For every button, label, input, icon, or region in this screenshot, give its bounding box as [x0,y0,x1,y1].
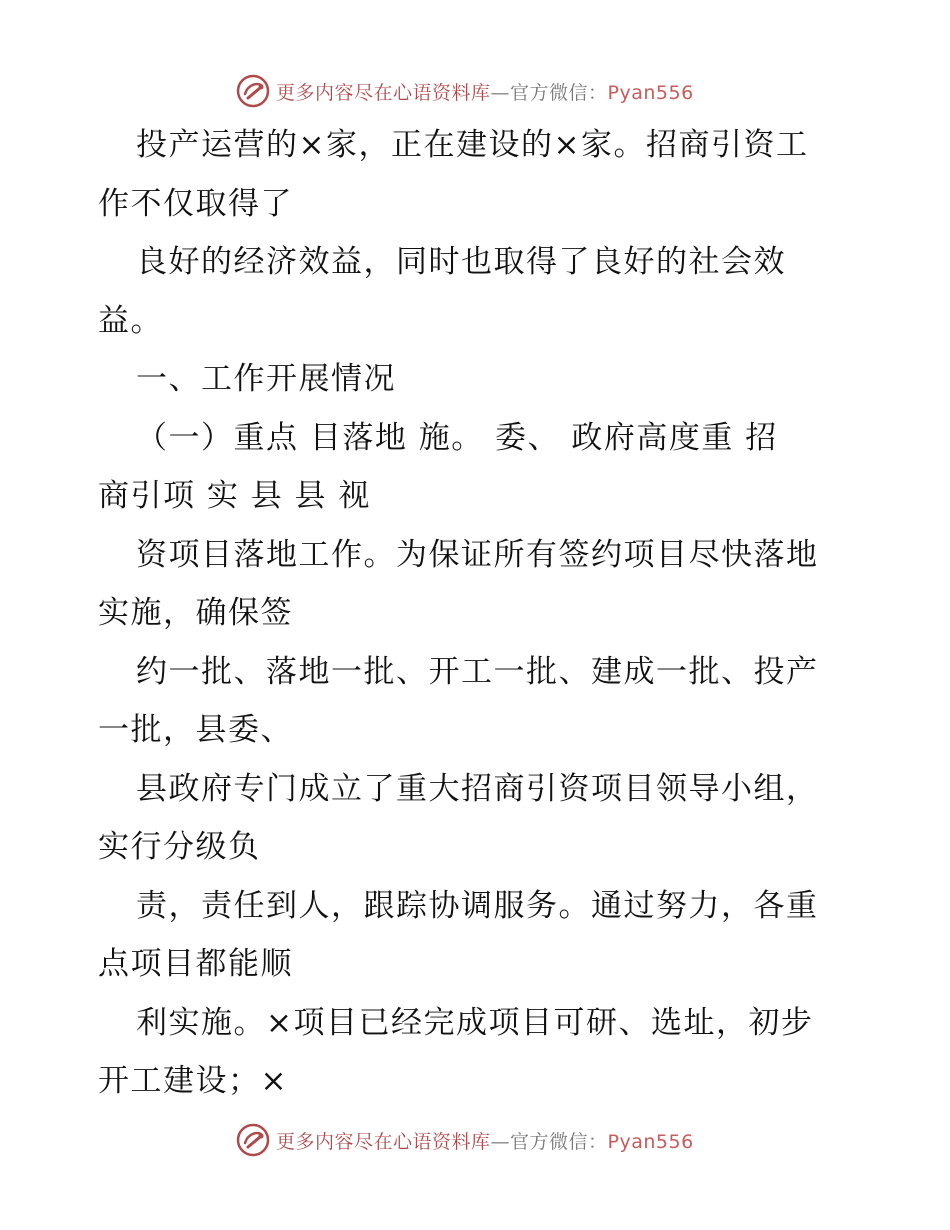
text-line: 作不仅取得了 [98,185,293,222]
text-line: 商引项 实 县 县 视 [98,478,371,514]
text-line: 县政府专门成立了重大招商引资项目领导小组， [136,770,819,807]
text-line: 一批，县委、 [98,712,293,748]
watermark-footer [236,1123,694,1157]
text-line: 益。 [98,302,163,339]
text-line: 资项目落地工作。为保证所有签约项目尽快落地 [136,536,819,573]
text-line: （一）重点 目落地 施。 委、 政府高度重 招 [136,419,778,456]
document-body [98,116,858,1111]
watermark-text [276,78,694,105]
watermark-wechat-label: 官方微信： [510,81,608,104]
watermark-logo-icon [236,1123,270,1157]
watermark-wechat-label: 官方微信： [510,1130,608,1153]
text-line: 一、工作开展情况 [136,361,396,397]
watermark-wechat-id: Pyan556 [607,81,694,104]
text-line: 实行分级负 [98,829,261,865]
text-line: 利实施。×项目已经完成项目可研、选址，初步 [136,1004,814,1041]
text-line: 实施，确保签 [98,595,293,631]
text-line: 约一批、落地一批、开工一批、建成一批、投产 [136,653,819,690]
text-line: 开工建设；× [98,1063,288,1099]
text-line: 责，责任到人，跟踪协调服务。通过努力，各重 [136,887,819,924]
watermark-logo-icon [236,74,270,108]
watermark-brand: 更多内容尽在心语资料库 [276,1130,491,1153]
watermark-header [236,74,694,108]
watermark-text [276,1127,694,1154]
text-line: 投产运营的×家，正在建设的×家。招商引资工 [136,127,809,163]
watermark-separator: — [490,81,511,104]
text-line: 点项目都能顺 [98,946,293,982]
watermark-wechat-id: Pyan556 [607,1130,694,1153]
watermark-separator: — [490,1130,511,1153]
watermark-brand: 更多内容尽在心语资料库 [276,81,491,104]
text-line: 良好的经济效益，同时也取得了良好的社会效 [136,244,786,280]
